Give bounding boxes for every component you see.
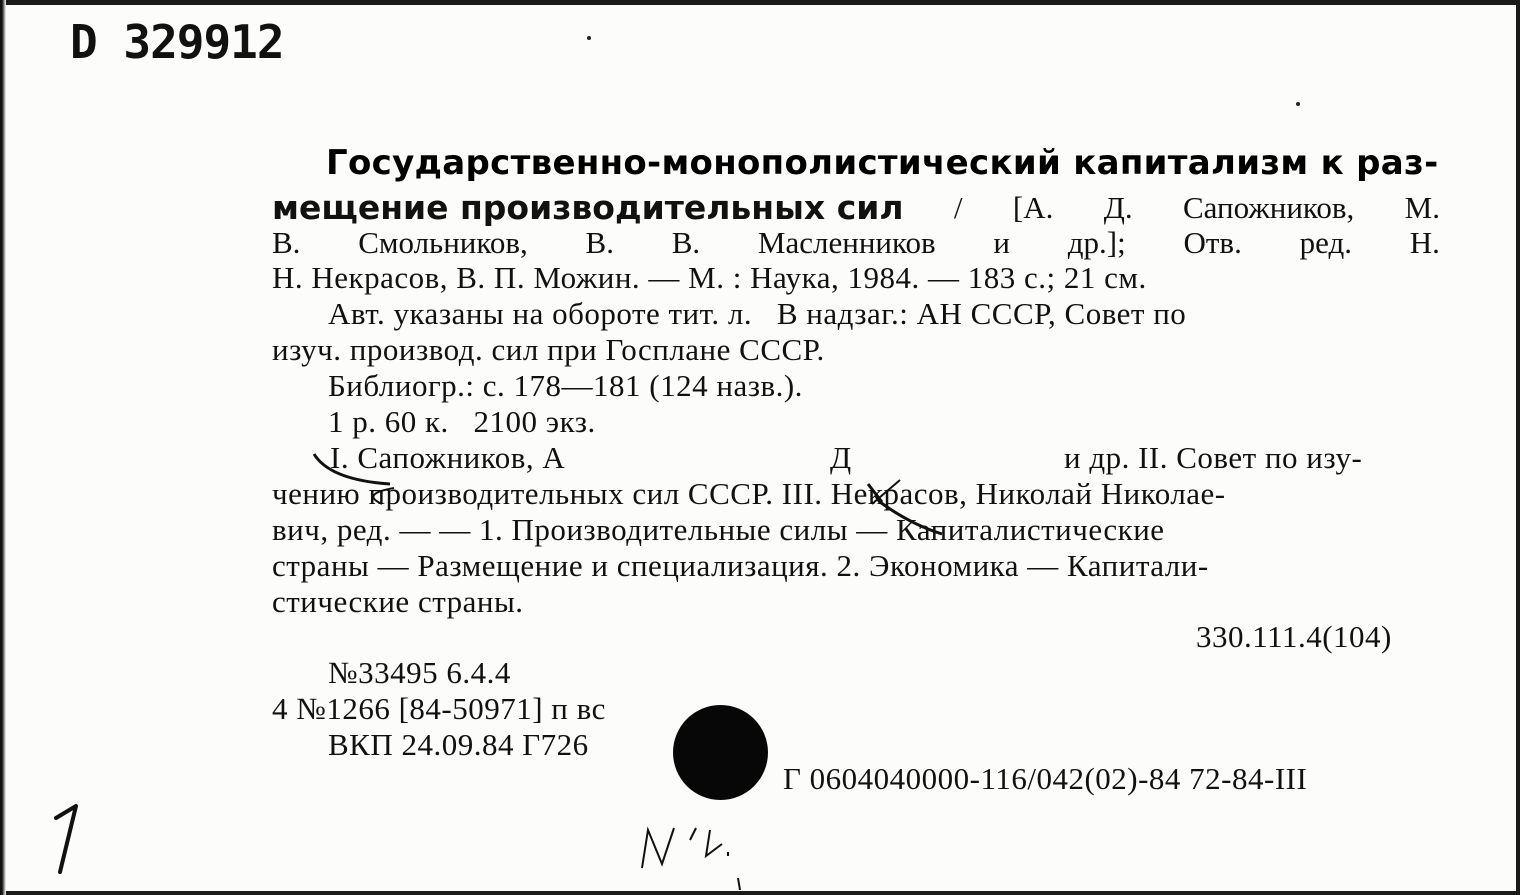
text-line-6: изуч. производ. сил при Госплане СССР. (272, 332, 825, 367)
word: В. (272, 225, 301, 260)
word: / (953, 190, 963, 225)
card-top-edge (0, 0, 1520, 5)
word: и (993, 225, 1010, 260)
word: Масленников (757, 225, 936, 260)
card-left-edge (0, 0, 6, 895)
word: Смольников, (358, 225, 528, 260)
title-line-1: Государственно-монополистический капитализм к раз- (326, 143, 1439, 183)
title-bold-part: мещение производительных сил (272, 188, 904, 227)
text-line-3 (272, 226, 1440, 260)
text-line-12: страны — Размещение и специализация. 2. Экономика — Капитали- (272, 548, 1209, 583)
word: ред. (1299, 225, 1352, 260)
text-line-4: Н. Некрасов, В. П. Можин. — М. : Наука, 1984. — 183 с.; 21 см. (272, 260, 1147, 295)
order-line-3: ВКП 24.09.84 Г726 (328, 727, 589, 762)
ink-blot (673, 705, 768, 800)
catalog-number: D 329912 (70, 15, 284, 69)
text-line-11: вич, ред. — — 1. Производительные силы — Капиталистические (272, 512, 1165, 547)
text-line-8: 1 р. 60 к. 2100 экз. (328, 404, 596, 439)
text-line-10: чению производительных сил СССР. III. Некрасов, Николай Николае- (272, 476, 1226, 511)
speck (587, 36, 591, 40)
handwritten-scribble (628, 800, 768, 895)
pen-marks (300, 440, 1000, 550)
word: Сапожников, (1182, 190, 1355, 225)
order-line-2: 4 №1266 [84-50971] п вс (272, 691, 606, 726)
order-line-1: №33495 6.4.4 (328, 655, 511, 690)
text-line-9c: и др. II. Совет по изу- (1064, 440, 1363, 475)
text-line-9b: Д (830, 440, 852, 475)
text-line-13: стические страны. (272, 584, 524, 619)
word: В. (585, 225, 614, 260)
classification-index: 330.111.4(104) (1196, 619, 1392, 654)
text-line-5: Авт. указаны на обороте тит. л. В надзаг.: АН СССР, Совет по (328, 296, 1187, 331)
word: Д. (1103, 190, 1133, 225)
word: др.]; (1067, 225, 1126, 260)
handwritten-number-1 (20, 800, 100, 880)
word: [А. (1012, 190, 1054, 225)
word: Отв. (1183, 225, 1242, 260)
text-line-9a: I. Сапожников, А (330, 440, 566, 475)
word: М. (1404, 190, 1440, 225)
bottom-code: Г 0604040000-116/042(02)-84 72-84-III (783, 761, 1308, 796)
speck (1296, 102, 1300, 106)
word: Н. (1409, 225, 1440, 260)
card-right-edge (1516, 0, 1520, 895)
word: В. (671, 225, 701, 260)
text-line-7: Библиогр.: с. 178—181 (124 назв.). (328, 368, 803, 403)
title-line-2 (272, 188, 1440, 227)
